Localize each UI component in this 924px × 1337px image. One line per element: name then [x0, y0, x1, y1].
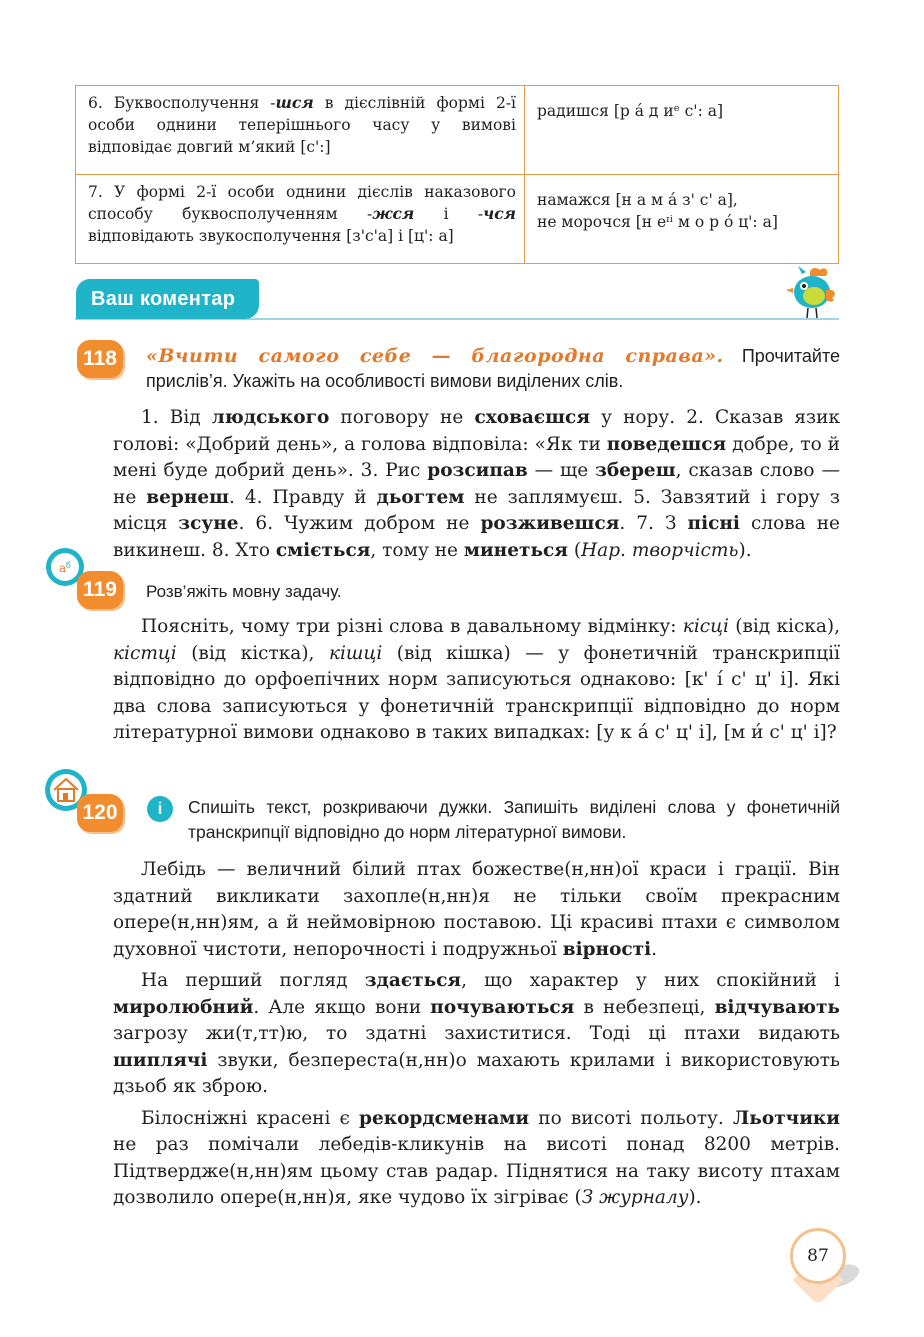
highlighted-word: сховаєшся	[474, 407, 590, 428]
highlighted-word: поведешся	[606, 433, 727, 455]
exercise-120-text	[113, 857, 840, 1212]
highlighted-word: минеться	[463, 539, 568, 561]
italic-word: Нар. творчість	[581, 539, 739, 561]
paragraph	[113, 614, 840, 747]
highlighted-word: почуваються	[430, 996, 575, 1018]
text-run: .	[651, 938, 658, 960]
paragraph	[113, 857, 840, 963]
text-run: (від кіска),	[728, 616, 841, 637]
text-run: . 6. Чужим добром не	[238, 513, 481, 534]
text-run: . 4. Правду й	[229, 486, 377, 508]
highlighted-word: Льотчики	[732, 1107, 840, 1129]
text-run: . Але якщо вони	[253, 996, 431, 1018]
text-run: На перший погляд	[141, 970, 365, 991]
page-number: 87	[790, 1228, 846, 1284]
example-cell: радишся [р а́ д иᵉ с': а]	[525, 86, 839, 175]
rule-cell: 7. У формі 2-ї особи однини дієслів наказового способу буквосполученням -жся і -чся відповідають звукосполучення [з'с'а] і [ц': а]	[76, 175, 525, 264]
text-run: по висоті польоту.	[529, 1107, 733, 1129]
bird-icon	[780, 262, 840, 322]
rules-table	[75, 85, 839, 264]
text-run: Поясніть, чому три різні слова в давальному відмінку:	[141, 616, 683, 637]
exercise-number-120: 120	[77, 794, 123, 832]
highlighted-word: людського	[211, 407, 330, 428]
text-run: (від кішка) — у фонетичній транскрипції відповідно до орфоепічних норм записуються однаково: [к' і́ с' ц' і]. Які два слова записуються у фонетичній транскрипції відповідно до норм літературної вимови однаково в таких випадках: [у к а́ с' ц' і], [м и́ с' ц' і]?	[113, 642, 840, 743]
svg-text:а: а	[59, 561, 67, 575]
italic-word: З журналу	[581, 1187, 689, 1208]
highlighted-word: миролюбний	[113, 996, 254, 1018]
highlighted-word: шиплячі	[113, 1049, 208, 1071]
text-run: не раз помічали лебедів-кликунів на висоті понад 8200 метрів. Підтвердже(н,нн)ям цьому став радар. Піднятися на таку висоту птахам дозволило опере(н,нн)я, яке чудово їх зігріває (	[113, 1134, 840, 1208]
svg-text:б: б	[66, 561, 71, 570]
exercise-120-instruction: Спишіть текст, розкриваючи дужки. Запишіть виділені слова у фонетичній транскрипції відповідно до норм літературної вимови.	[188, 797, 840, 842]
text-run: ).	[738, 539, 752, 561]
exercise-118-instruction: «Вчити самого себе — благородна справа». Прочитайте прислів’я. Укажіть на особливості вимови виділених слів.	[146, 345, 840, 391]
paragraph	[113, 968, 840, 1101]
text-run: Білосніжні красені є	[141, 1107, 360, 1129]
italic-word: кішці	[328, 642, 383, 664]
text-run: слова не викинеш. 8. Хто	[113, 513, 840, 561]
text-run: (	[567, 539, 582, 561]
italic-word: кістці	[113, 642, 177, 664]
text-run: 1. Від	[141, 407, 212, 428]
text-run: загрозу жи(т,тт)ю, то здатні захиститися. Тоді ці птахи видають	[113, 1023, 840, 1044]
highlighted-word: сміється	[275, 539, 371, 561]
highlighted-word: вірності	[562, 938, 652, 960]
exercise-118-proverbs	[113, 405, 840, 564]
text-run: , сказав слово — не	[113, 460, 840, 508]
text-run: Лебідь — величний білий птах божестве(н,нн)ої краси і грації. Він здатний викликати захопле(н,нн)я не тільки своїм прекрасним опере(н,нн)ям, а й неймовірною поставою. Ці красиві птахи є символом духовної чистоти, непорочності і подружньої	[113, 859, 840, 960]
exercise-number-118: 118	[77, 340, 123, 378]
highlighted-word: вернеш	[146, 486, 230, 508]
highlighted-word: відчувають	[714, 996, 840, 1018]
highlighted-word: пісні	[687, 513, 740, 534]
highlighted-word: рекордсменами	[359, 1107, 530, 1129]
exercise-119-body	[113, 614, 840, 747]
italic-word: кісці	[682, 616, 729, 637]
text-run: звуки, безпереста(н,нн)о махають крилами і використовують дзьоб як зброю.	[113, 1049, 840, 1097]
text-run: ).	[688, 1187, 702, 1208]
exercise-number-119: 119	[77, 571, 123, 609]
text-run: не заплямуєш. 5. Завзятий і гору з місця	[113, 486, 840, 534]
rule-cell: 6. Буквосполучення -шся в дієслівній формі 2-ї особи однини теперішнього часу у вимові відповідає довгий м’який [с':]	[76, 86, 525, 175]
text-run: у нору. 2. Сказав язик голові: «Добрий день», а голова відповіла: «Як ти	[113, 407, 841, 455]
text-run: (від кістка),	[176, 642, 329, 664]
paragraph	[113, 405, 840, 564]
highlighted-word: розсипав	[427, 460, 528, 481]
paragraph	[113, 1106, 840, 1212]
highlighted-word: розживешся	[480, 513, 620, 534]
text-run: , що характер у них спокійний і	[461, 970, 841, 991]
text-run: в небезпеці,	[574, 996, 715, 1018]
exercise-119-instruction: Розв’яжіть мовну задачу.	[146, 582, 342, 601]
highlighted-word: збереш	[595, 460, 676, 481]
highlighted-word: дьогтем	[376, 486, 465, 508]
text-run: . 7. З	[619, 513, 688, 534]
info-icon: і	[147, 796, 173, 822]
text-run: , тому не	[370, 539, 464, 561]
table-row	[76, 86, 839, 175]
section-banner: Ваш коментар	[76, 279, 259, 319]
text-run: поговору не	[329, 407, 475, 428]
highlighted-word: здається	[364, 970, 462, 991]
highlighted-word: зсуне	[178, 513, 239, 534]
table-row	[76, 175, 839, 264]
example-cell: намажся [н а м а́ з' с' а], не морочся [н еᶦⁱ м о р о́ ц': а]	[525, 175, 839, 264]
text-run: добре, то й мені буде добрий день». 3. Рис	[113, 433, 840, 481]
text-run: — ще	[527, 460, 596, 481]
